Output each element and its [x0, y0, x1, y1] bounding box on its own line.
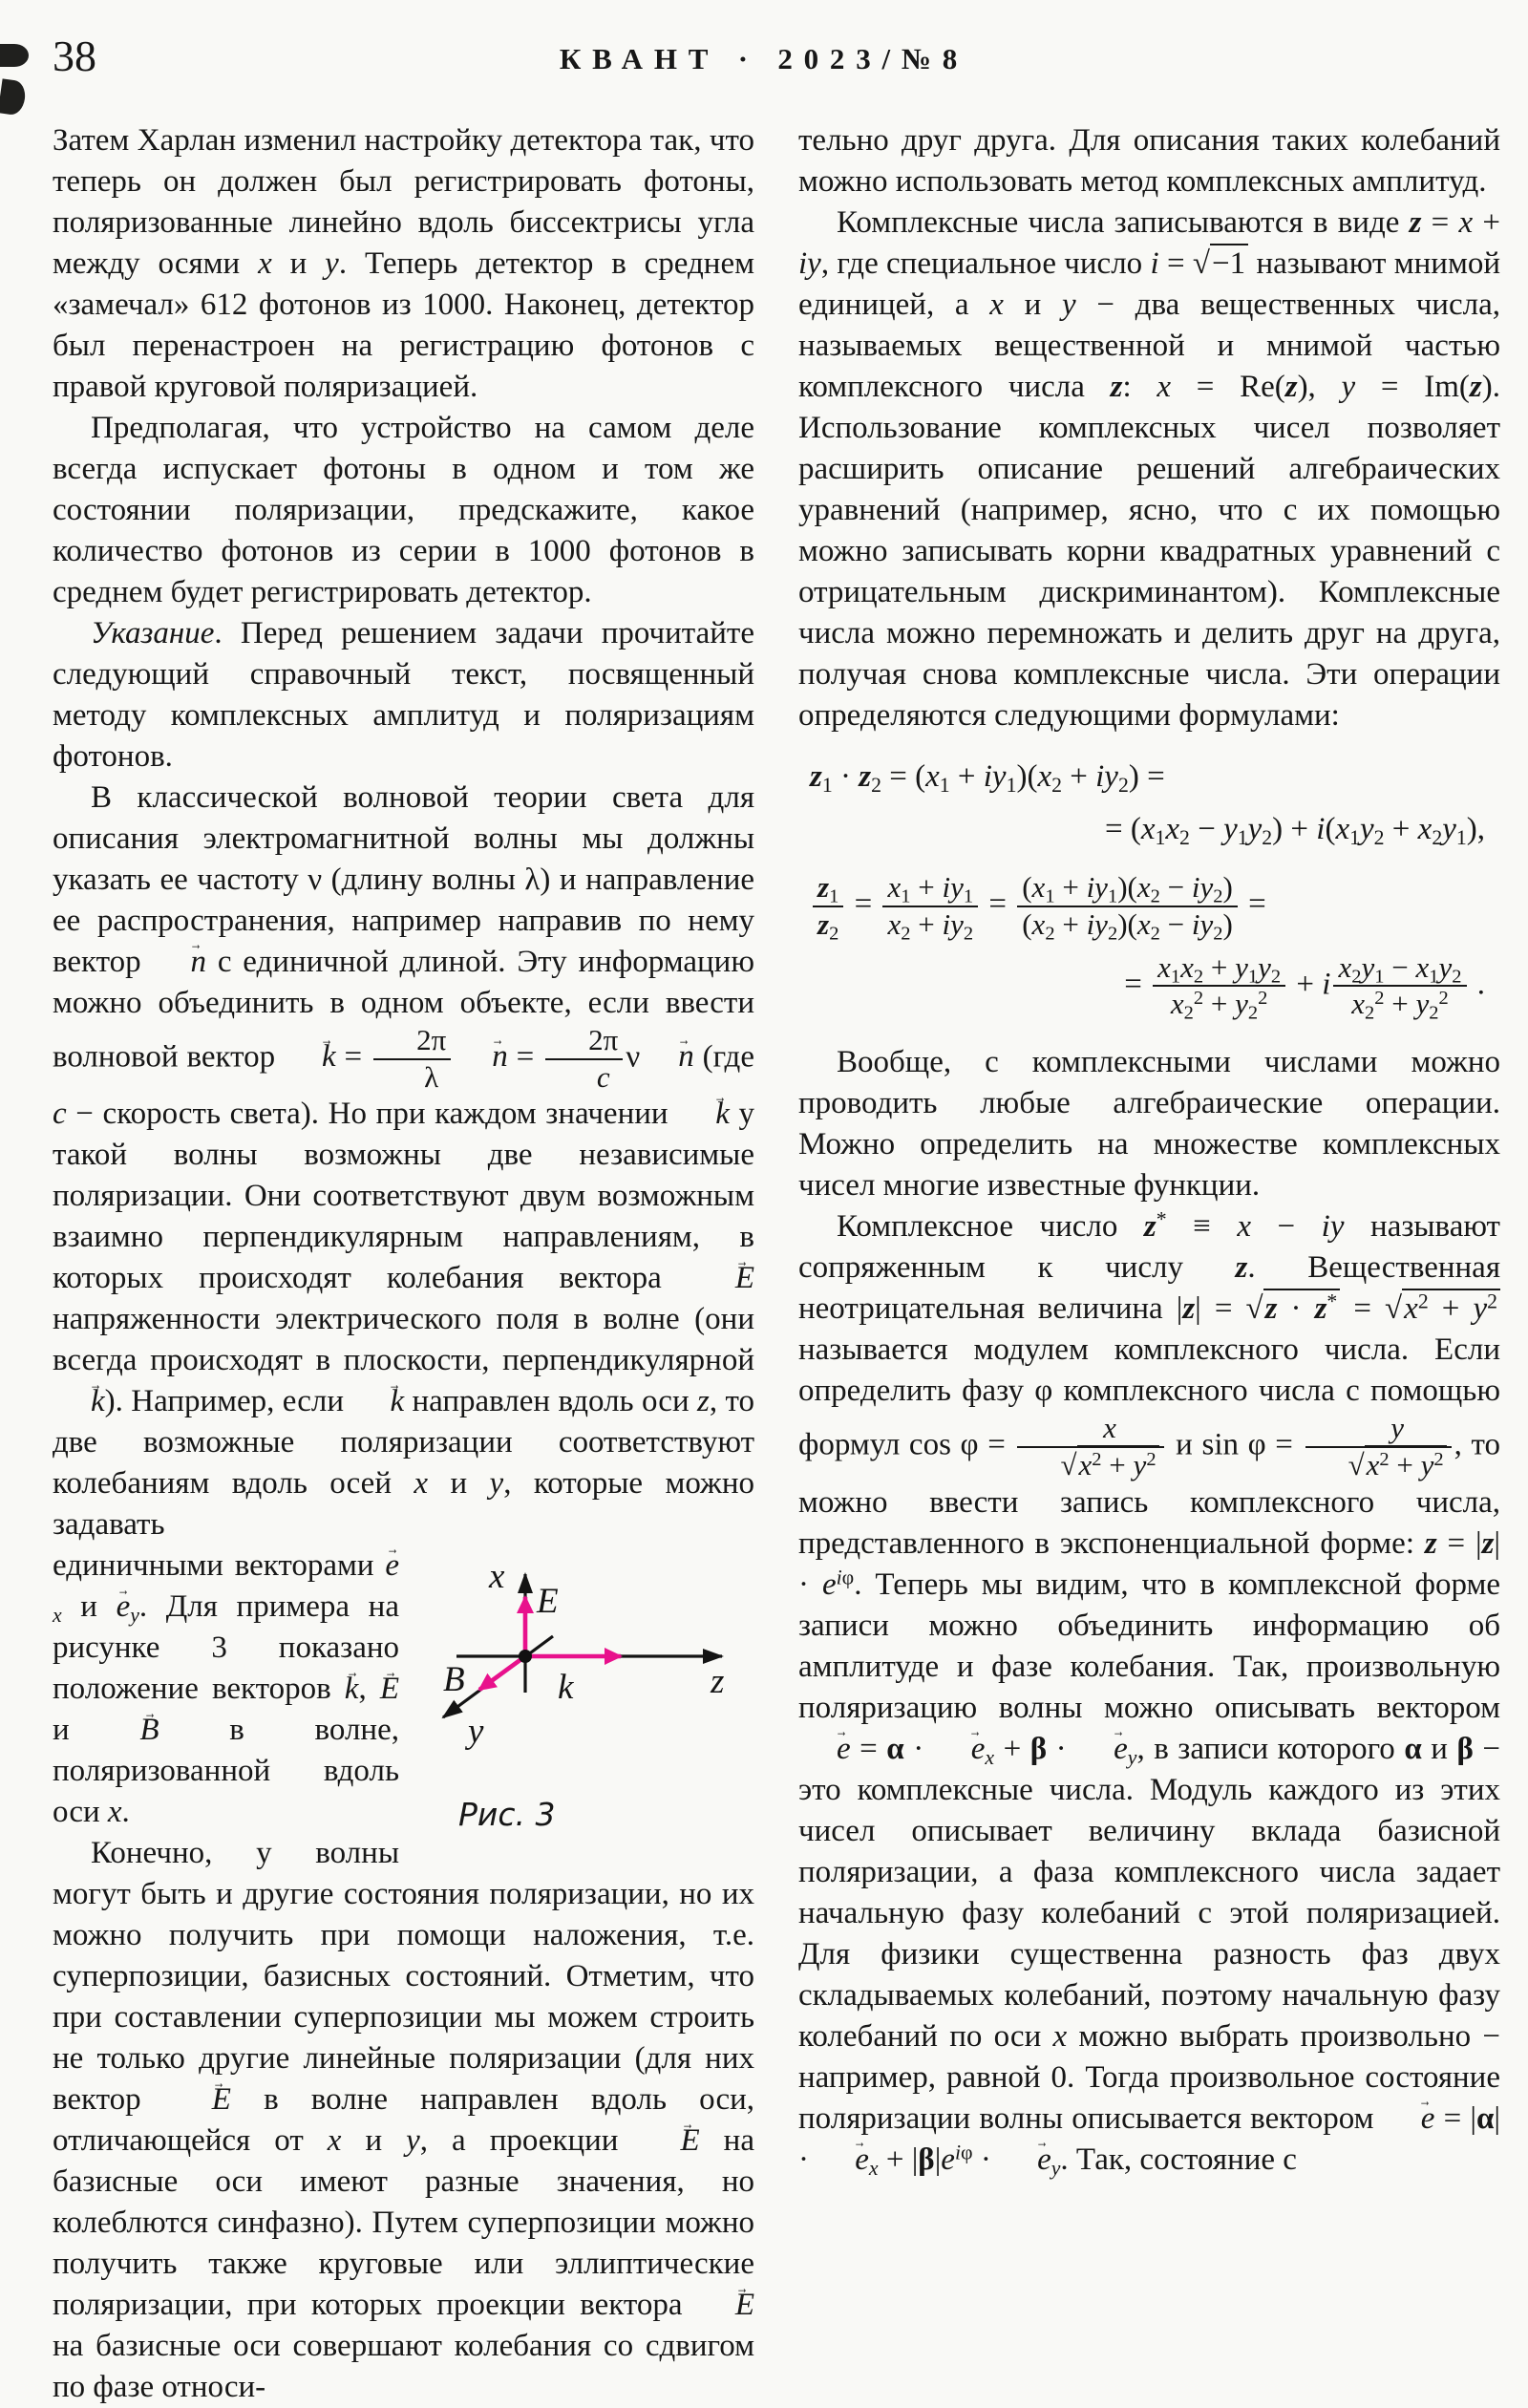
paragraph-detector-setup: Затем Харлан изменил настройку детектора так, что теперь он должен был регистрировать фотоны, поляризованные линейно вдоль биссектрисы угла между осями x и y. Теперь детектор в среднем «замечал» 612 фотонов из 1000. Наконец, детектор был перенастроен на регистрацию фотонов с правой круговой поляризацией. [53, 123, 754, 404]
formula-line: = $\frac{x_1x_2 + y_1y_2}{x_2^2 + y_2^2}$ + i $\frac{x_2y_1 - x_1y_2}{x_2^2 + y_2^2}$ . [1124, 949, 1485, 1025]
E-label: E [537, 1582, 559, 1622]
x-axis-label: x [489, 1557, 505, 1597]
formula-division [798, 870, 1500, 1025]
paragraph-problem-question: Предполагая, что устройство на самом деле всегда испускает фотоны в одном и том же состоянии поляризации, предскажите, какое количество фотонов из серии в 1000 фотонов в среднем будет регистрировать детектор. [53, 411, 754, 609]
two-column-layout [0, 96, 1528, 2408]
paragraph-operations: Вообще, с комплексными числами можно проводить любые алгебраические операции. Можно определить на множестве комплексных чисел многие известные функции. [798, 1045, 1500, 1204]
page-number: 38 [53, 32, 96, 80]
z-axis-label: z [711, 1662, 725, 1702]
paragraph-hint: Указание. Перед решением задачи прочитайте следующий справочный текст, посвященный методу комплексных амплитуд и поляризациям фотонов. [53, 616, 754, 774]
right-column [798, 120, 1500, 2408]
formula-line: $z_1 \cdot z_2 = (x_1 + iy_1)(x_2 + iy_2)$ = [810, 759, 1165, 798]
figure-3 [418, 1553, 754, 1833]
paragraph-basis-vectors: единичными векторами $e \to_x$ и $e \to_y$. Для примера на рисунке 3 показано положение векторов k →, E → и B → в волне, поляризованной вдоль оси x. [53, 1545, 754, 1833]
formula-multiplication [798, 756, 1500, 850]
paragraph-superposition: Конечно, у волны могут быть и другие состояния поляризации, но их можно получить при помощи наложения, т.е. суперпозиции, базисных состояний. Отметим, что при составлении суперпозиции мы можем строить не только другие линейные поляризации (для них вектор E → в волне направлен вдоль оси, отличающейся от x и y, а проекции E → на базисные оси имеют разные значения, но колеблются синфазно). Путем суперпозиции можно получить также круговые или эллиптические поляризации, при которых проекции вектора E → на базисные оси совершают колебания со сдвигом по фазе относи- [53, 1833, 754, 2408]
paragraph-complex-numbers: Комплексные числа записываются в виде z = x + iy, где специальное число i = √−1 называют мнимой единицей, а x и y − два вещественных числа, называемых вещественной и мнимой частью комплексного числа z: x = Re(z), y = Im(z). Использование комплексных чисел позволяет расширить описание решений алгебраических уравнений (например, ясно, что с их помощью можно записывать корни квадратных уравнений с отрицательным дискриминантом). Комплексные числа можно перемножать и делить друг на друга, получая снова комплексные числа. Эти операции определяются следующими формулами: [798, 205, 1500, 733]
k-label: k [558, 1668, 574, 1708]
page-header [0, 34, 1528, 96]
B-label: B [443, 1660, 465, 1700]
paragraph-conjugate-modulus: Комплексное число z* ≡ x − iy называют сопряженным к числу z. Вещественная неотрицательная величина $|z| = √z \cdot z^* = √x^2 + y^2$ называется модулем комплексного числа. Если определить фазу φ комплексного числа с помощью формул cos φ = $\frac{x}{√x^2 + y^2}$ и sin φ = $\frac{y}{√x^2 + y^2}$ , то можно ввести запись комплексного числа, представленного в экспоненциальной форме: $z = |z| \cdot e^{i\varphi}$. Теперь мы видим, что в комплексной форме записи можно объединить информацию об амплитуде и фазе колебания. Так, произвольную поляризацию волны можно описывать вектором e → = $\alpha \cdot e \to_x + \beta \cdot e \to_y$, в записи которого α и β − это комплексные числа. Модуль каждого из этих чисел описывает величину вклада базисной поляризации, а фаза комплексного числа задает начальную фазу колебаний с этой поляризацией. Для физики существенна разность фаз двух складываемых колебаний, поэтому начальную фазу колебаний по оси x можно выбрать произвольно − например, равной 0. Тогда произвольное состояние поляризации волны описывается вектором e → = $|\alpha| \cdot e \to_x + |\beta|e^{i\varphi} \cdot e \to_y$. Так, состояние с [798, 1206, 1500, 2180]
paragraph-complex-method: тельно друг друга. Для описания таких колебаний можно использовать метод комплексных амплитуд. [798, 123, 1500, 199]
figure-caption: Рис. 3 [458, 1796, 556, 1834]
origin-dot [519, 1650, 532, 1663]
vector-diagram [418, 1553, 743, 1792]
y-axis-label: y [468, 1712, 484, 1752]
formula-line: = $(x_1x_2 - y_1y_2) + i(x_1y_2 + x_2y_1)$, [1104, 811, 1485, 849]
left-column [53, 120, 754, 2408]
B-vector [479, 1656, 525, 1690]
formula-line: $\frac{z_1}{z_2}$ = $\frac{x_1 + iy_1}{x_2 + iy_2}$ = $\frac{(x_1 + iy_1)(x_2 - iy_2)}{(x_2 + iy_2)(x_2 - iy_2)}$ = [798, 871, 1500, 941]
journal-title: КВАНТ · 2023/№8 [559, 42, 969, 75]
paragraph-wave-theory: В классической волновой теории света для описания электромагнитной волны мы должны указать ее частоту ν (длину волны λ) и направление ее распространения, например направив по нему вектор n → с единичной длиной. Эту информацию можно объединить в одном объекте, если ввести волновой вектор k → = $\frac{2\pi}{\lambda}$ n → = $\frac{2\pi}{c}$ ν n → (где c − скорость света). Но при каждом значении k → у такой волны возможны две независимые поляризации. Они соответствуют двум возможным взаимно перпендикулярным направлениям, в которых происходят колебания вектора E → напряженности электрического поля в волне (они всегда происходят в плоскости, перпендикулярной k →). Например, если k → направлен вдоль оси z, то две возможные поляризации соответствуют колебаниям вдоль осей x и y, которые можно задавать [53, 778, 754, 1545]
